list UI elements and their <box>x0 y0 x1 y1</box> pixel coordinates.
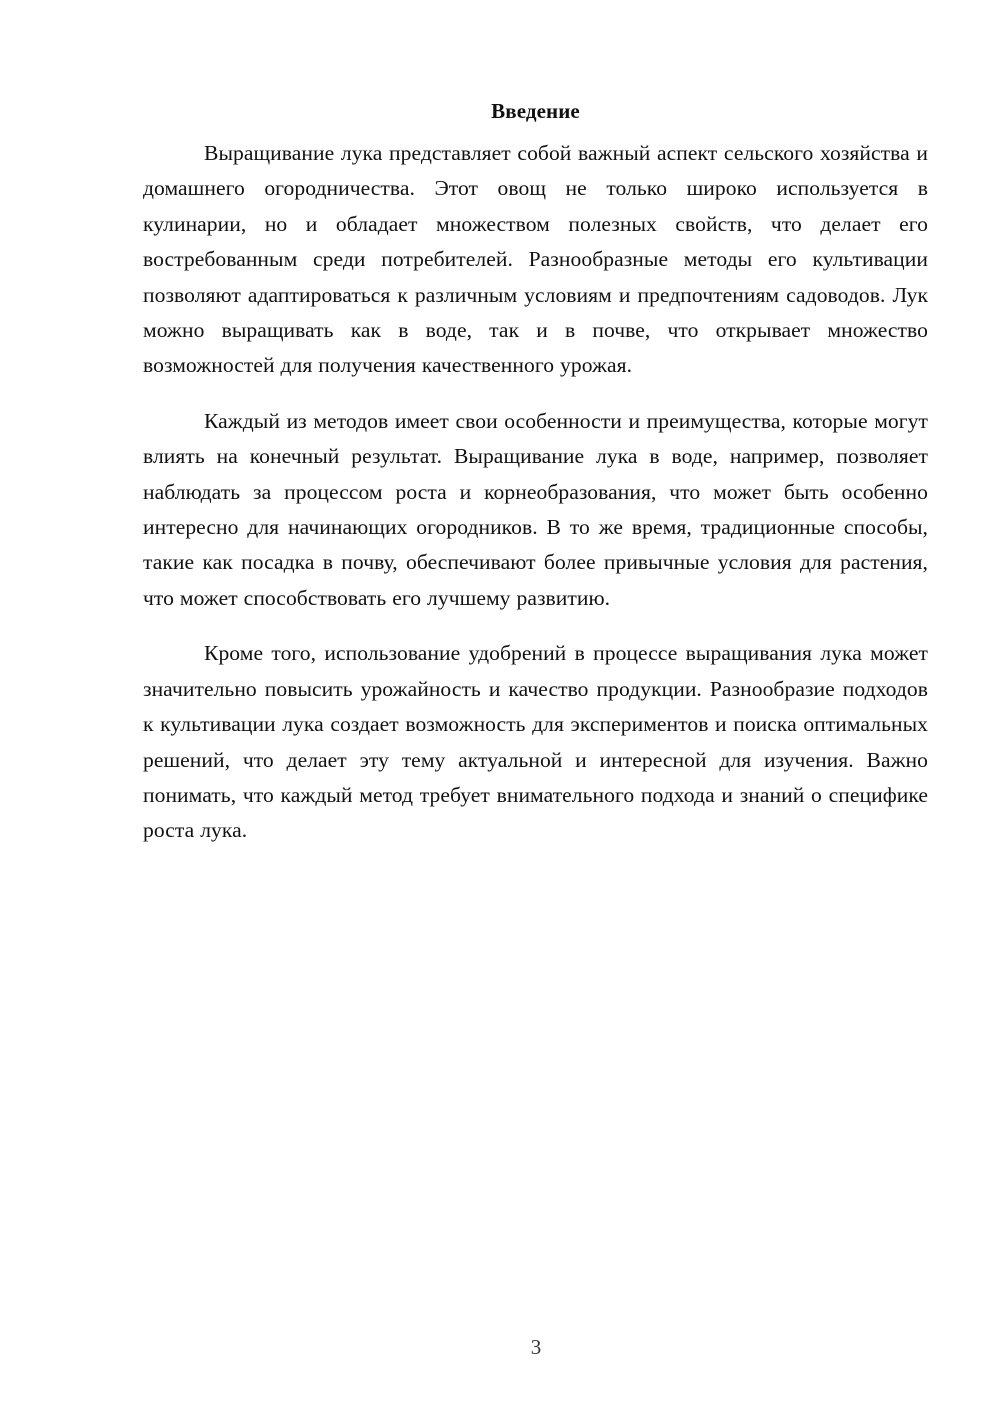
paragraph-2: Каждый из методов имеет свои особенности и преимущества, которые могут влиять на конечный результат. Выращивание лука в воде, например, позволяет наблюдать за процессом роста и корнеобразования, что может быть особенно интересно для начинающих огородников. В то же время, традиционные способы, такие как посадка в почву, обеспечивают более привычные условия для растения, что может способствовать его лучшему развитию. <box>143 408 928 610</box>
paragraph-1: Выращивание лука представляет собой важный аспект сельского хозяйства и домашнего огородничества. Этот овощ не только широко используется в кулинарии, но и обладает множеством полезных свойств, что делает его востребованным среди потребителей. Разнообразные методы его культивации позволяют адаптироваться к различным условиям и предпочтениям садоводов. Лук можно выращивать как в воде, так и в почве, что открывает множество возможностей для получения качественного урожая. <box>143 141 928 378</box>
paragraph-3: Кроме того, использование удобрений в процессе выращивания лука может значительно повысить урожайность и качество продукции. Разнообразие подходов к культивации лука создает возможность для экспериментов и поиска оптимальных решений, что делает эту тему актуальной и интересной для изучения. Важно понимать, что каждый метод требует внимательного подхода и знаний о специфике роста лука. <box>143 641 928 843</box>
page-number: 3 <box>530 1335 542 1359</box>
section-title: Введение <box>491 99 580 123</box>
page-content <box>143 96 928 869</box>
